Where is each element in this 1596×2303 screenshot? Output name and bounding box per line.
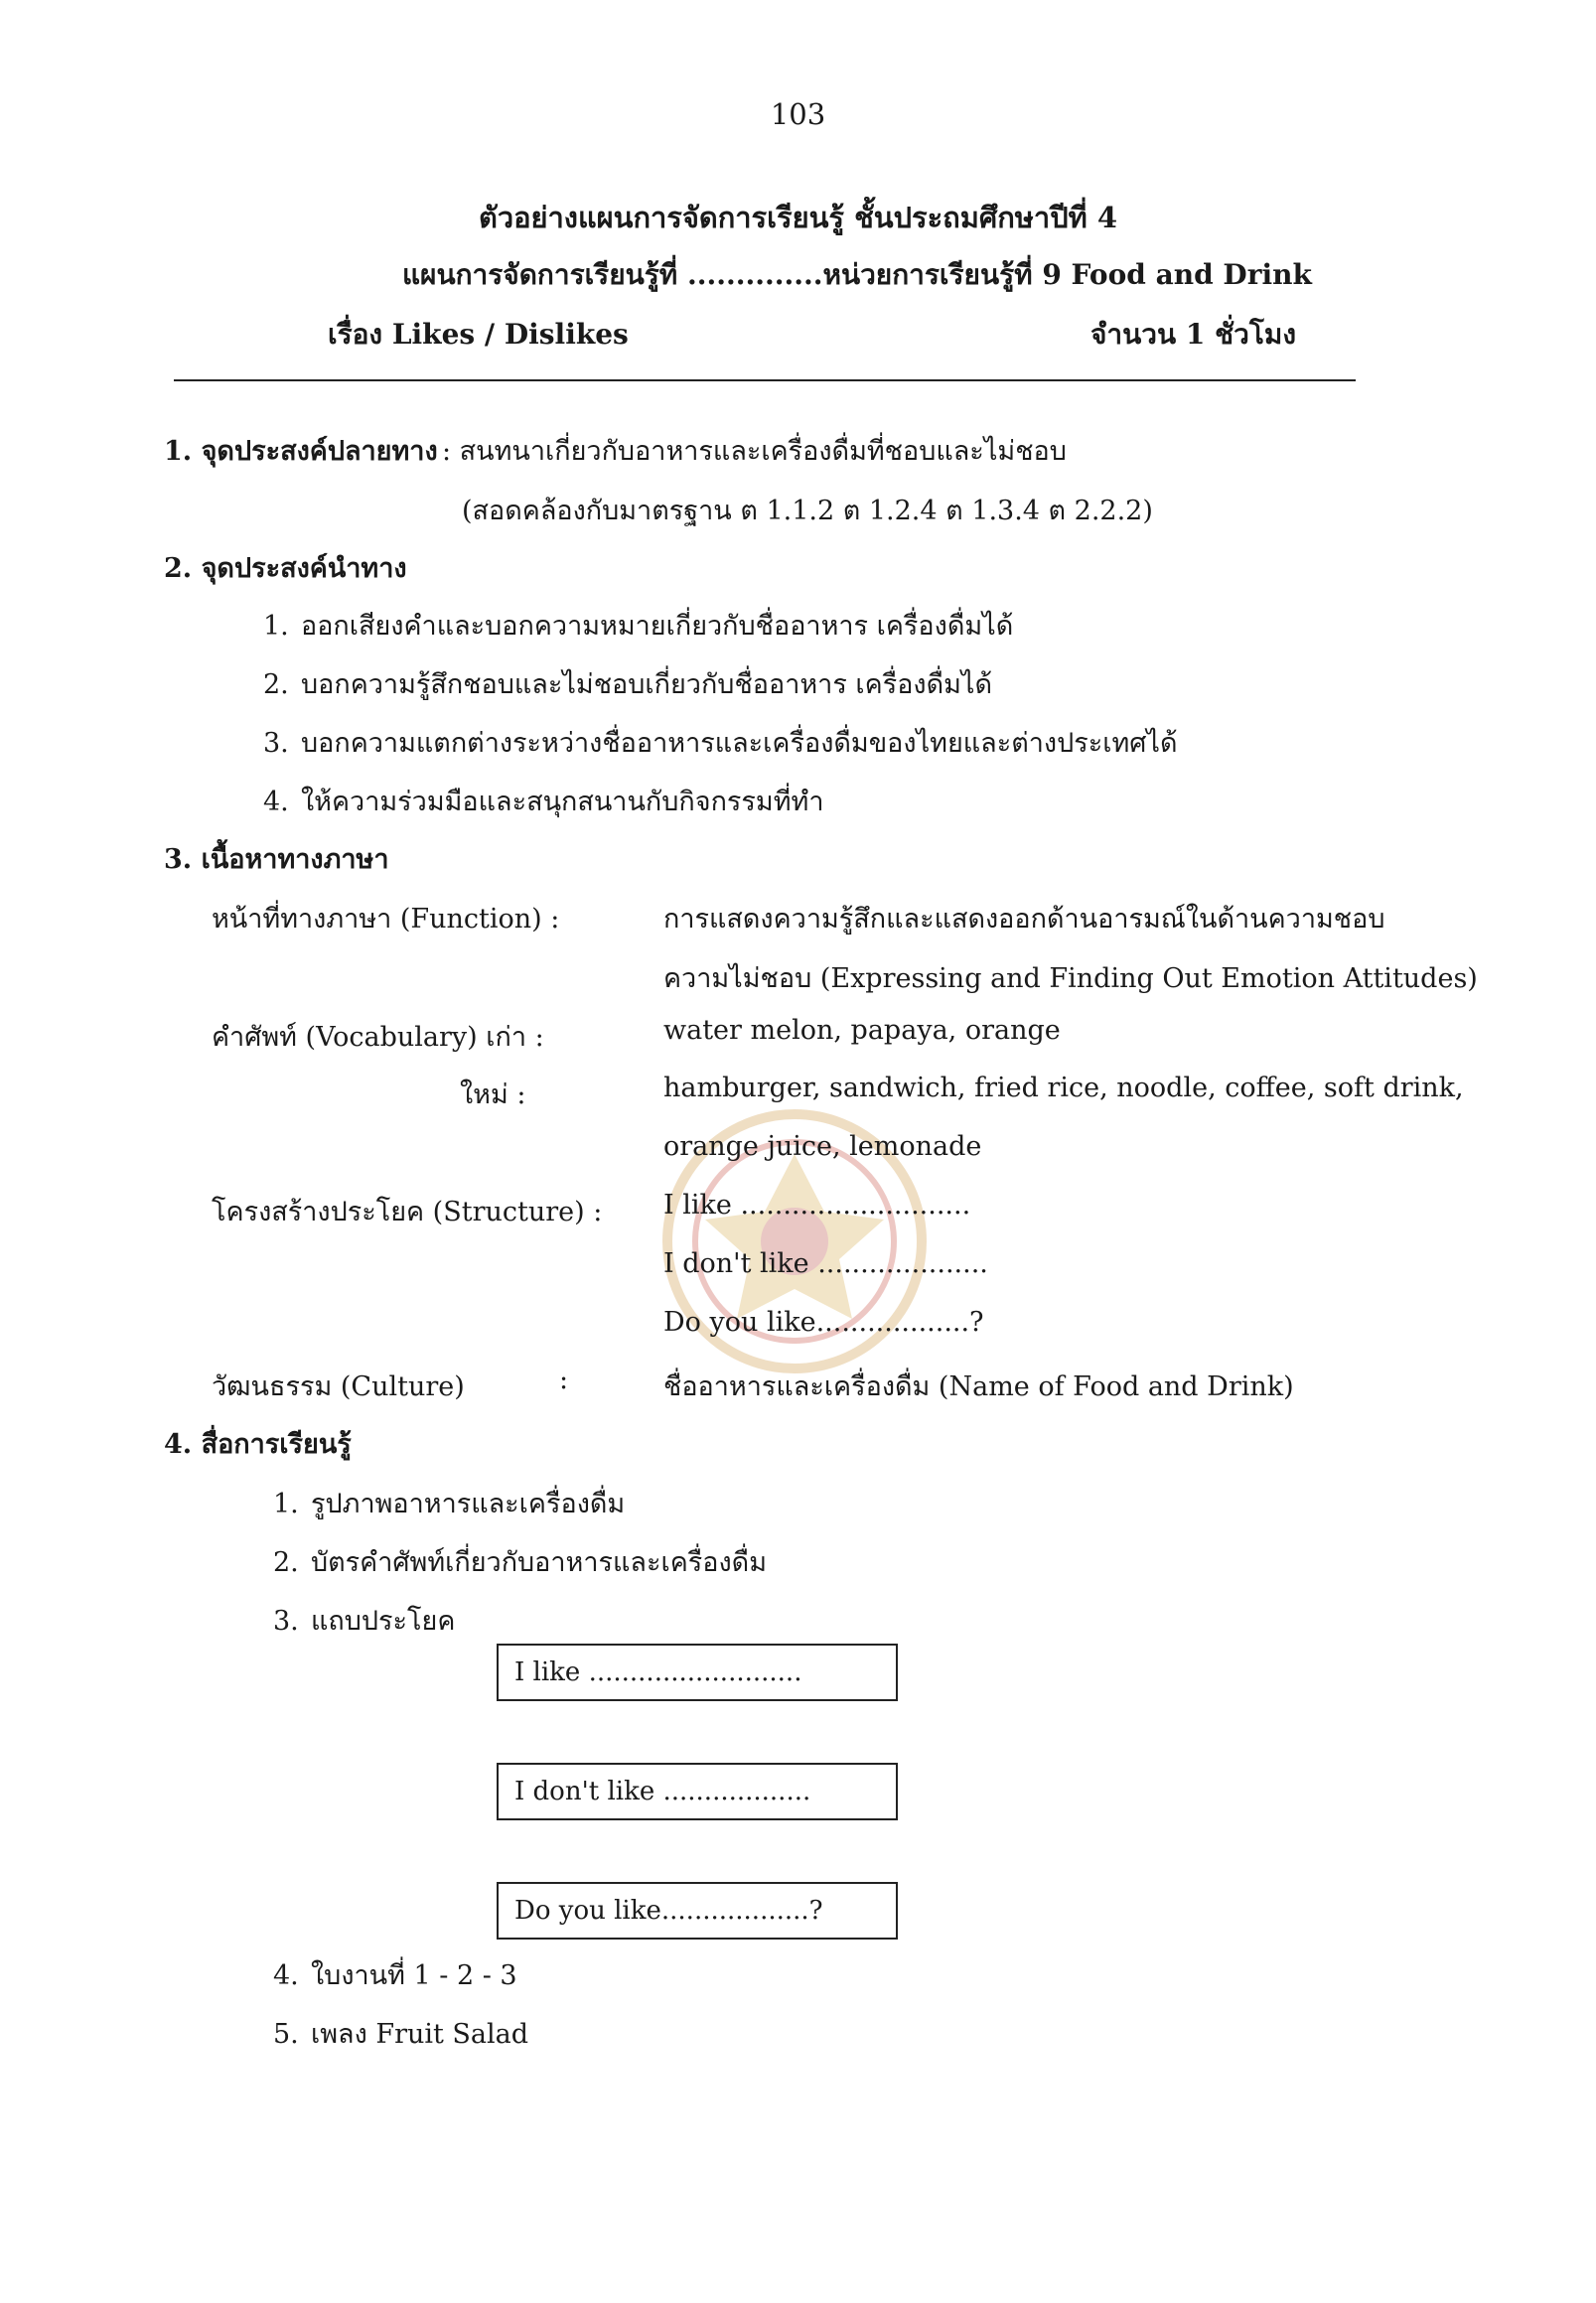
plan-line: แผนการจัดการเรียนรู้ที่ ..............หน่วยการเรียนรู้ที่ 9 Food and Drink [402,258,1312,291]
objective-number: 4. [263,787,289,817]
media-number: 2. [273,1547,299,1578]
media-text: ใบงานที่ 1 - 2 - 3 [311,1960,517,1991]
objective-number: 2. [263,669,289,700]
function-line1: การแสดงความรู้สึกและแสดงออกด้านอารมณ์ในด้านความชอบ [663,904,1385,935]
media-text: แถบประโยค [311,1606,456,1637]
vocab-label: คำศัพท์ (Vocabulary) เก่า : [212,1022,544,1053]
media-number: 5. [273,2019,299,2050]
media-number: 4. [273,1960,299,1991]
media-item [273,1599,455,1642]
media-number: 3. [273,1606,299,1637]
media-item [273,2012,528,2055]
header-divider [174,379,1356,381]
section2-title: จุดประสงค์นำทาง [201,553,407,584]
topic: เรื่อง Likes / Dislikes [328,318,629,351]
function-line2: ความไม่ชอบ (Expressing and Finding Out Emotion Attitudes) [663,963,1478,994]
culture-colon: : [559,1365,569,1395]
vocab-new-label: ใหม่ : [460,1080,526,1110]
media-text: รูปภาพอาหารและเครื่องดื่ม [311,1489,626,1519]
objective-item [263,721,1178,764]
structure-label: โครงสร้างประโยค (Structure) : [212,1197,603,1227]
structure-item: I like ........................... [663,1190,971,1221]
media-item [273,1953,517,1996]
media-item [273,1482,625,1524]
vocab-new-line1: hamburger, sandwich, fried rice, noodle, coffee, soft drink, [663,1073,1464,1103]
culture-text: ชื่ออาหารและเครื่องดื่ม (Name of Food and Drink) [663,1371,1294,1402]
structure-item: Do you like..................? [663,1307,984,1338]
vocab-new-line2: orange juice, lemonade [663,1131,982,1162]
sentence-strip-do-you-like: Do you like..................? [497,1882,898,1940]
culture-label: วัฒนธรรม (Culture) [212,1371,465,1402]
sentence-strip-like: I like .......................... [497,1644,898,1701]
objective-text: ออกเสียงคำและบอกความหมายเกี่ยวกับชื่ออาหาร เครื่องดื่มได้ [301,611,1014,642]
media-text: บัตรคำศัพท์เกี่ยวกับอาหารและเครื่องดื่ม [311,1547,767,1578]
section4-number: 4. [164,1429,193,1460]
objective-number: 1. [263,611,289,642]
objective-item [263,662,992,705]
vocab-old: water melon, papaya, orange [663,1015,1061,1046]
section2-heading [164,546,407,589]
media-text: เพลง Fruit Salad [311,2019,529,2050]
objective-text: บอกความรู้สึกชอบและไม่ชอบเกี่ยวกับชื่ออาหาร เครื่องดื่มได้ [301,669,993,700]
objective-text: บอกความแตกต่างระหว่างชื่ออาหารและเครื่องดื่มของไทยและต่างประเทศได้ [301,728,1178,759]
section1-number: 1. [164,436,193,467]
document-title: ตัวอย่างแผนการจัดการเรียนรู้ ชั้นประถมศึกษาปีที่ 4 [478,201,1118,234]
structure-item: I don't like .................... [663,1248,988,1279]
page-number: 103 [770,97,826,131]
media-number: 1. [273,1489,299,1519]
section4-heading [164,1422,352,1465]
section3-number: 3. [164,844,193,875]
objective-text: ให้ความร่วมมือและสนุกสนานกับกิจกรรมที่ทำ [301,787,824,817]
sentence-strip-dont-like: I don't like .................. [497,1763,898,1820]
media-item [273,1540,767,1583]
section4-title: สื่อการเรียนรู้ [201,1429,352,1460]
section1-text: : สนทนาเกี่ยวกับอาหารและเครื่องดื่มที่ชอบและไม่ชอบ [442,436,1067,467]
section1-heading [164,429,438,472]
section1-standards: (สอดคล้องกับมาตรฐาน ต 1.1.2 ต 1.2.4 ต 1.3.4 ต 2.2.2) [462,496,1153,526]
section2-number: 2. [164,553,193,584]
objective-item [263,780,824,822]
section1-title: จุดประสงค์ปลายทาง [201,436,438,467]
function-label: หน้าที่ทางภาษา (Function) : [212,904,560,935]
section3-title: เนื้อหาทางภาษา [201,844,389,875]
section3-heading [164,837,389,880]
objective-item [263,604,1013,647]
objective-number: 3. [263,728,289,759]
duration: จำนวน 1 ชั่วโมง [1089,318,1296,351]
